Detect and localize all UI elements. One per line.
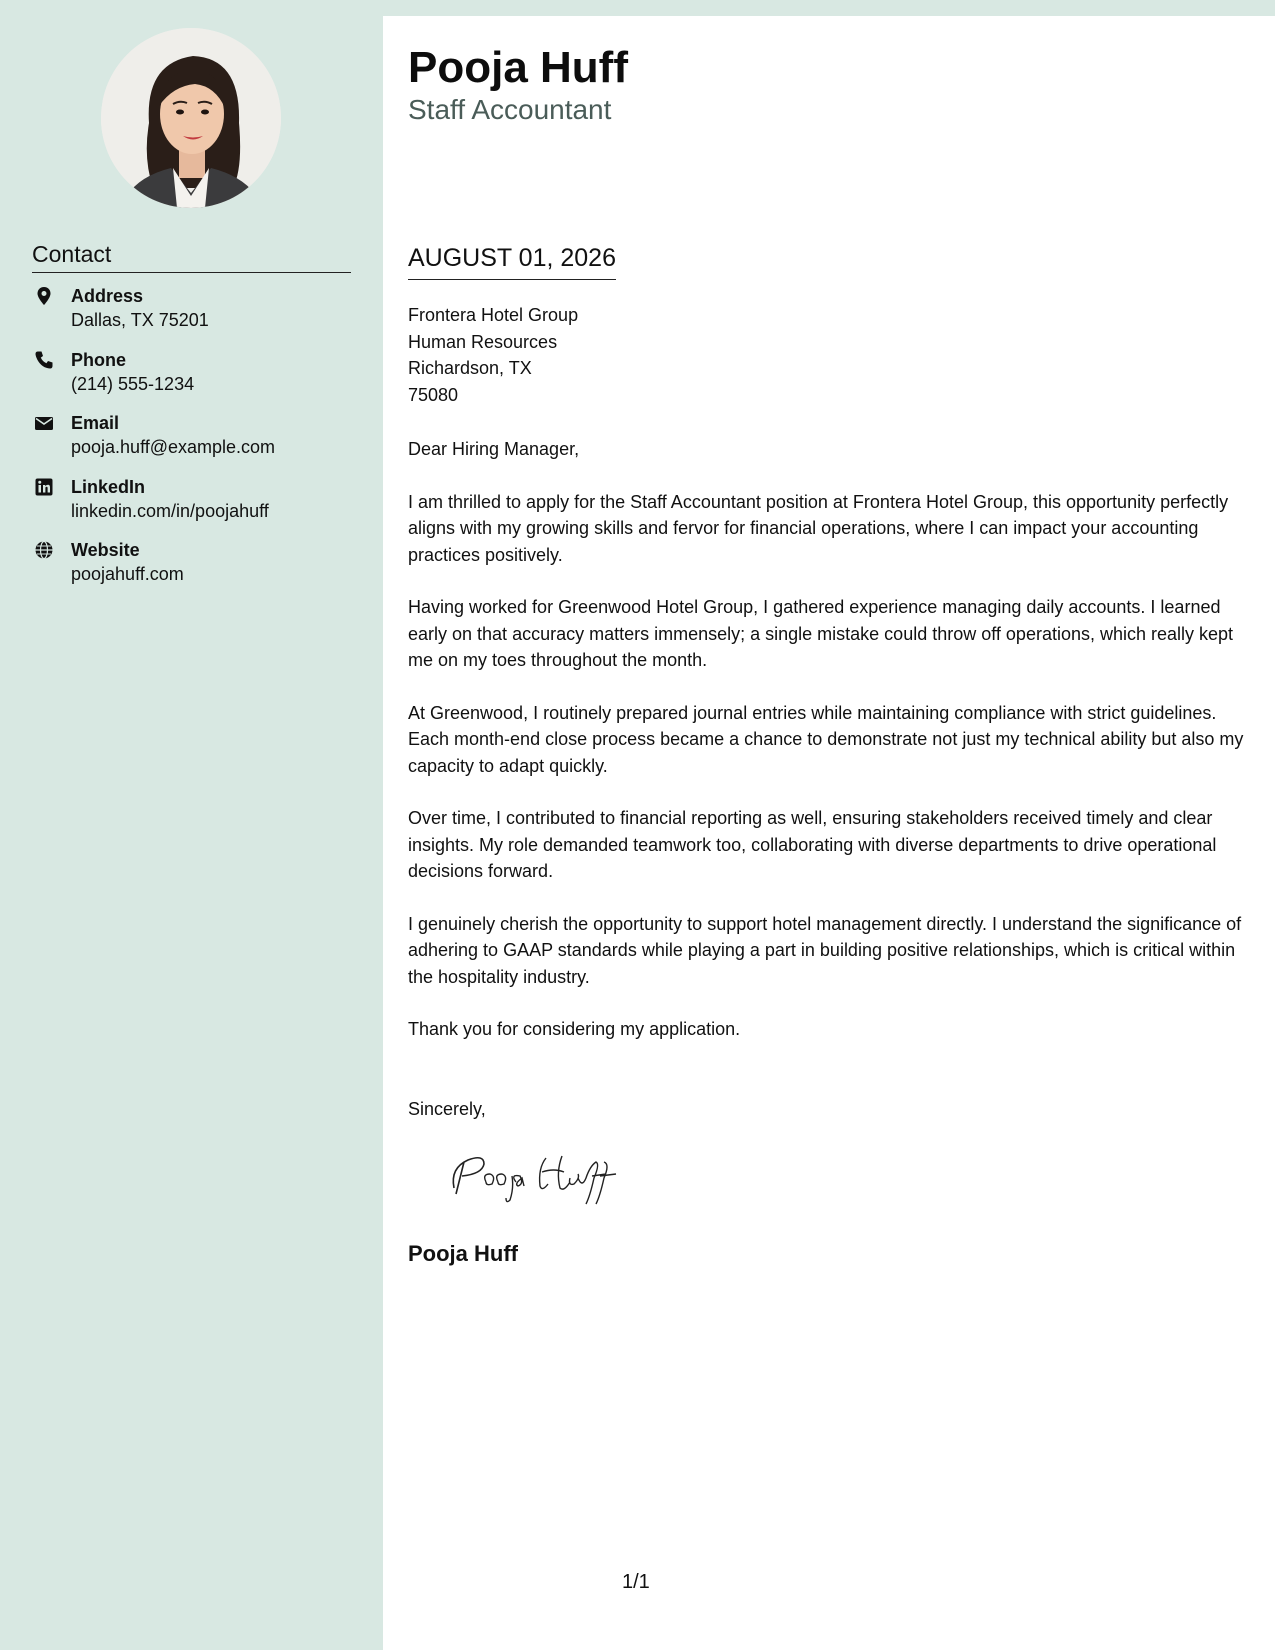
location-pin-icon	[34, 286, 54, 306]
top-accent-strip	[383, 0, 1275, 16]
contact-label: Address	[71, 286, 144, 306]
letter-paragraph: At Greenwood, I routinely prepared journal entries while maintaining compliance with strict guidelines. Each month-end close process became a chance to demonstrate not just my technical ability but also my capacity to adapt quickly.	[408, 702, 1244, 776]
contact-label: Email	[71, 413, 120, 433]
job-title: Staff Accountant	[408, 94, 612, 125]
recipient-block	[408, 302, 578, 408]
phone-value[interactable]: (214) 555-1234	[71, 373, 195, 394]
linkedin-value[interactable]: linkedin.com/in/poojahuff	[71, 500, 269, 521]
handwritten-signature	[446, 1148, 646, 1208]
recipient-line: Human Resources	[408, 331, 558, 352]
letter-paragraph: Thank you for considering my application.	[408, 1019, 741, 1039]
recipient-line: 75080	[408, 384, 459, 405]
profile-photo	[101, 28, 281, 208]
letter-paragraph: I am thrilled to apply for the Staff Accountant position at Frontera Hotel Group, this opportunity perfectly aligns with my growing skills and fervor for financial operations, where I can impact your accounting practices positively.	[408, 491, 1229, 565]
contact-label: Website	[71, 540, 140, 560]
salutation: Dear Hiring Manager,	[408, 439, 580, 459]
contact-heading: Contact	[32, 240, 351, 273]
envelope-icon	[34, 413, 54, 433]
signer-name: Pooja Huff	[408, 1241, 518, 1266]
letter-date: AUGUST 01, 2026	[408, 243, 616, 280]
contact-list	[32, 284, 352, 602]
letter-paragraph: Over time, I contributed to financial reporting as well, ensuring stakeholders received timely and clear insights. My role demanded teamwork too, collaborating with diverse departments to drive operational decisions forward.	[408, 808, 1217, 881]
letter-paragraph: Having worked for Greenwood Hotel Group, I gathered experience managing daily accounts. I learned early on that accuracy matters immensely; a single mistake could throw off operations, which really kept me on my toes throughout the month.	[408, 597, 1234, 670]
contact-item-address	[32, 284, 352, 348]
website-value[interactable]: poojahuff.com	[71, 564, 184, 584]
contact-label: Phone	[71, 349, 127, 370]
contact-item-website	[32, 538, 352, 602]
candidate-name: Pooja Huff	[408, 43, 628, 92]
contact-item-phone	[32, 348, 352, 412]
letter-paragraph: I genuinely cherish the opportunity to support hotel management directly. I understand the significance of adhering to GAAP standards while playing a part in building positive relationships, which is critical within the hospitality industry.	[408, 913, 1242, 987]
globe-icon	[34, 540, 54, 560]
email-value[interactable]: pooja.huff@example.com	[71, 437, 276, 457]
page-number: 1/1	[622, 1571, 650, 1593]
contact-item-linkedin	[32, 475, 352, 539]
phone-icon	[34, 350, 54, 370]
recipient-line: Frontera Hotel Group	[408, 305, 579, 325]
contact-item-email	[32, 411, 352, 475]
closing: Sincerely,	[408, 1099, 486, 1119]
linkedin-icon	[34, 477, 54, 497]
contact-label: LinkedIn	[71, 476, 146, 497]
letter-body	[408, 436, 1256, 1069]
address-value: Dallas, TX 75201	[71, 310, 209, 330]
recipient-line: Richardson, TX	[408, 358, 532, 378]
